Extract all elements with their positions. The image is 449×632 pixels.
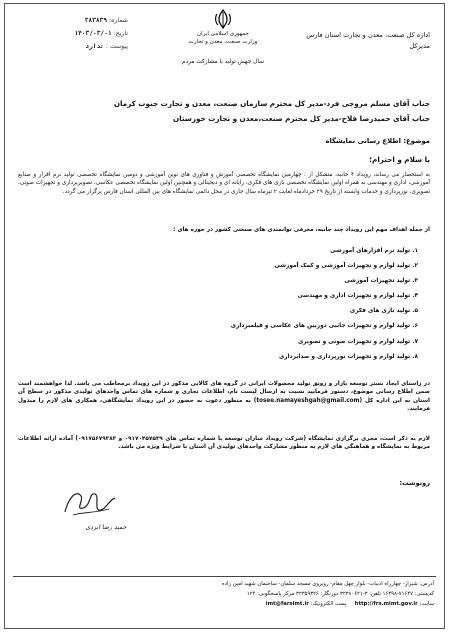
ministry-header: [183, 8, 263, 46]
letter-number-row: [13, 14, 128, 27]
goals-list: [18, 244, 418, 365]
list-item: ۲. تولید لوازم و تجهیزات آموزشی و کمک آموزشی: [274, 263, 418, 270]
body-paragraph-2: از جمله اهداف مهم این رویداد چند جانبه، معرفی توانمندی های صنعتی کشور در حوزه های :: [173, 227, 430, 233]
signature-icon: [59, 482, 121, 522]
list-item: ۸. تولید لوازم و تجهیزات نورپردازی و صدابرداری: [278, 353, 418, 360]
letter-meta: [13, 14, 128, 53]
list-item: ۵. تولید بازی های فکری: [349, 308, 418, 315]
iran-emblem-icon: [212, 8, 234, 30]
site-link[interactable]: http://frs.mimt.gov.ir: [354, 600, 418, 607]
list-item: ۱. تولید نرم افزارهای آموزشی: [330, 248, 418, 254]
list-item: ۳. تولید تجهیزات آموزشی: [344, 278, 418, 285]
year-slogan: سال جهش تولید با مشارکت مردم: [181, 59, 264, 65]
ministry-name: وزارت صنعت، معدن و تجارت: [188, 39, 258, 45]
ministry-country: جمهوری اسلامی ایران: [197, 31, 249, 37]
body-paragraph-1: به استحضار می رساند، رویداد ۴ جانبه، متشکل از : چهارمین نمایشگاه تخصصی آموزش و فناوری های نوین آموزشی و دومین نمایشگاه تخصصی تولید نرم افزار و صنایع آموزشی، اداری و مهندسی به همراه اولین نمایشگاه تخصصی بازی های فکری، رایانه ای و دیجیتالی و همچنین اولین نمایشگاه تخصصی عکاسی، تصویربرداری و تجهیزات صوتی، تصویری، نورپردازی و خدمات وابسته از تاریخ ۲۹ خردادماه لغایت ۲ تیرماه سال جاری در محل دائمی نمایشگاه های بین المللی استان فارس برگزار می گردد.: [18, 172, 430, 195]
footer-contact: کدپستی: ۷۱۶۴۷-۱۶۴۹۸ تلفن: ۳-۳۲۳۸۰۶۲۱ دورنگار: ۳۲۳۵۹۳۲۶ مرکز پاسخگویی: ۱۲۴: [246, 590, 434, 597]
organization-header: [280, 30, 430, 52]
site-label: سایت:: [419, 600, 434, 607]
letter-number-label: شماره:: [109, 17, 128, 24]
footer-address: آدرس: شیراز- چهارراه ادبیات- بلوار چهل مقام- روبروی مسجد سلمان- ساختمان شهید امین زاده: [221, 581, 434, 587]
letter-page: [4, 3, 445, 629]
letter-attachment-row: [13, 40, 128, 53]
body-paragraph-4: لازم به ذکر است، مجری برگزاری نمایشگاه (شرکت رویداد سازان توسعه با شماره تماس های ۰۹۱۷۰۴۵۷۵۳۹ و ۰۹۱۷۵۶۷۹۳۸۳) آماده ارائه اطلاعات مربوط به نمایشگاه و هماهنگی های لازم به منظور مشارکت واحدهای تولیدی آن استان با شرایط ویژه می باشد.: [18, 436, 430, 451]
list-item: ۷. تولید لوازم و تجهیزات صوتی و تصویری: [297, 338, 418, 345]
letter-subject: موضوع: اطلاع رسانی نمایشگاه: [325, 137, 430, 145]
list-item: ۶. تولید لوازم و تجهیزات جانبی دوربین های عکاسی و فیلمبرداری: [230, 323, 418, 330]
recipient-2: جناب آقای حمیدرضا فلاح-مدیر کل محترم صنعت،معدن و تجارت خوزستان: [172, 114, 430, 123]
letter-attachment-label: پیوست :: [105, 43, 128, 50]
letter-date-label: تاریخ:: [113, 30, 128, 37]
signer-name: حمید رضا ایزدی: [85, 524, 127, 531]
organization-title: مدیرکل: [409, 42, 430, 50]
letter-attachment: ندارد: [85, 43, 104, 50]
greeting: با سلام و احترام؛: [369, 155, 430, 164]
letter-date: ۱۴۰۳/۰۳/۰۱: [74, 30, 112, 37]
footer-web: [14, 600, 434, 610]
body-paragraph-3: در راستای ایجاد بستر توسعه بازار و رونق تولید محصولات ایرانی در گروه های کالایی مذکور در این رویداد برمخاطب می باشد. لذا خواهشمند است ضمن اطلاع رسانی موضوع، دستور فرمایید نسبت به ارسال لیست نام، اطلاعات تجاری و شماره های تماس واحدهای تولیدی مذکور در سطح آن استان به این اداره کل (tosee.namayeshgah@gmail.com) به منظور دعوت به حضور در این رویداد نمایشگاهی، همکاری های لازم را مبذول فرمایند.: [18, 381, 430, 413]
letter-number: ۲۸۳۸۳۹: [84, 17, 108, 24]
cc-label: رونوشت:: [399, 479, 430, 487]
organization-name: اداره کل صنعت، معدن و تجارت استان فارس: [306, 31, 430, 39]
letter-date-row: [13, 27, 128, 40]
email-link[interactable]: imt@farsimt.ir: [265, 600, 309, 607]
recipient-1: جناب آقای مسلم مروجی فرد-مدیر کل محترم سازمان صنعت، معدن و تجارت جنوب کرمان: [113, 99, 430, 108]
letter-footer: [14, 580, 434, 609]
recipients: [20, 96, 430, 126]
footer-divider: [13, 576, 436, 577]
email-label: پست الکترونیک:: [310, 600, 347, 607]
list-item: ۴. تولید لوازم و تجهیزات اداری و مهندسی: [297, 293, 418, 300]
